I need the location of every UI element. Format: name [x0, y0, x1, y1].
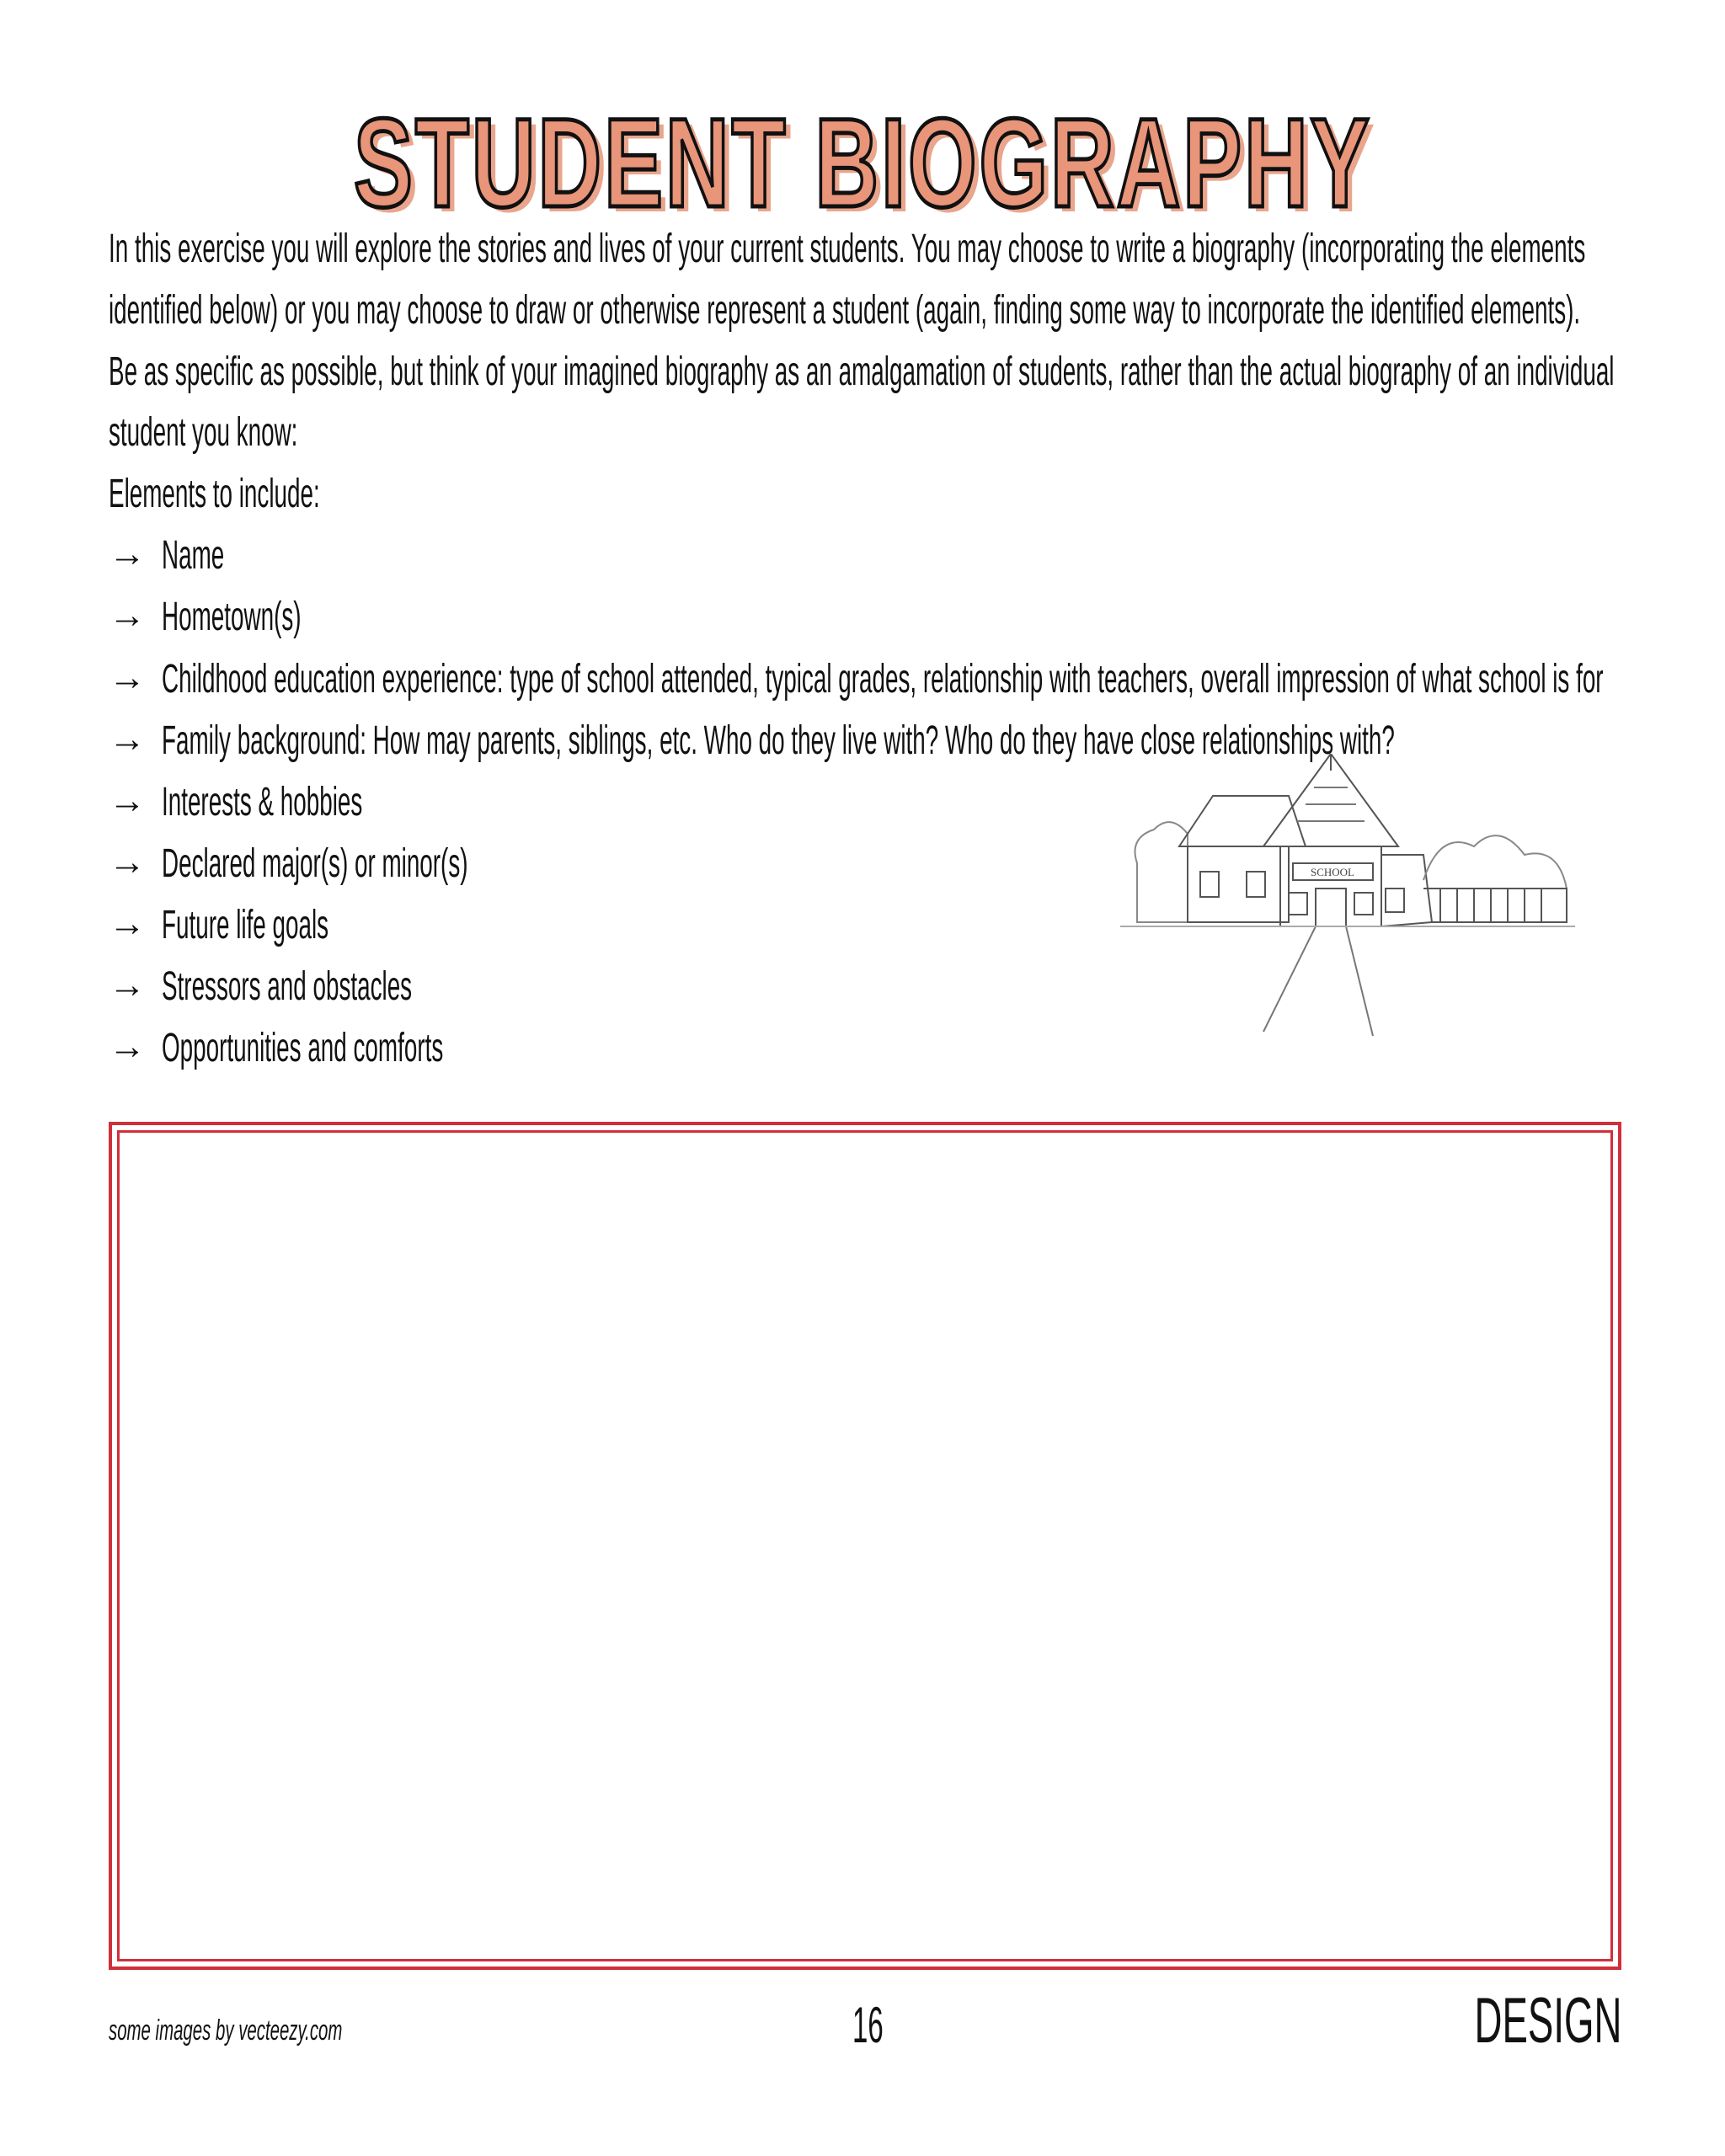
school-sign-text: SCHOOL: [1310, 866, 1355, 878]
page-title: STUDENT BIOGRAPHY: [353, 92, 1372, 233]
arrow-icon: →: [109, 533, 146, 574]
element-label: Name: [162, 533, 225, 578]
element-label: Family background: How may parents, siblings, etc. Who do they live with? Who do they have close relationships with?: [162, 718, 1395, 763]
inner-border: [117, 1130, 1613, 1961]
arrow-icon: →: [109, 657, 146, 698]
image-credit: some images by vecteezy.com: [109, 2015, 343, 2047]
arrow-icon: →: [109, 841, 146, 883]
intro-line: student you know:: [109, 410, 298, 455]
element-label: Future life goals: [162, 903, 329, 947]
element-label: Interests & hobbies: [162, 780, 363, 825]
intro-line: In this exercise you will explore the stories and lives of your current students. You may choose to write a biography (incorporating the elements: [109, 227, 1586, 271]
element-label: Declared major(s) or minor(s): [162, 841, 468, 886]
section-label: DESIGN: [1474, 1985, 1621, 2057]
arrow-icon: →: [109, 780, 146, 821]
element-label: Opportunities and comforts: [162, 1026, 444, 1070]
arrow-icon: →: [109, 1026, 146, 1067]
page-number: 16: [852, 1997, 884, 2053]
arrow-icon: →: [109, 903, 146, 944]
element-label: Stressors and obstacles: [162, 964, 413, 1009]
intro-line: identified below) or you may choose to draw or otherwise represent a student (again, finding some way to incorporate the identified elements).: [109, 288, 1581, 333]
element-label: Hometown(s): [162, 595, 302, 639]
elements-heading: Elements to include:: [109, 472, 320, 516]
arrow-icon: →: [109, 964, 146, 1006]
arrow-icon: →: [109, 718, 146, 760]
intro-line: Be as specific as possible, but think of your imagined biography as an amalgamation of students, rather than the actual biography of an individual: [109, 350, 1615, 394]
school-illustration: [1120, 754, 1575, 1044]
arrow-icon: →: [109, 595, 146, 636]
biography-drawing-area[interactable]: [109, 1122, 1621, 1970]
element-label: Childhood education experience: type of school attended, typical grades, relationship with teachers, overall impression of what school is for: [162, 657, 1604, 702]
